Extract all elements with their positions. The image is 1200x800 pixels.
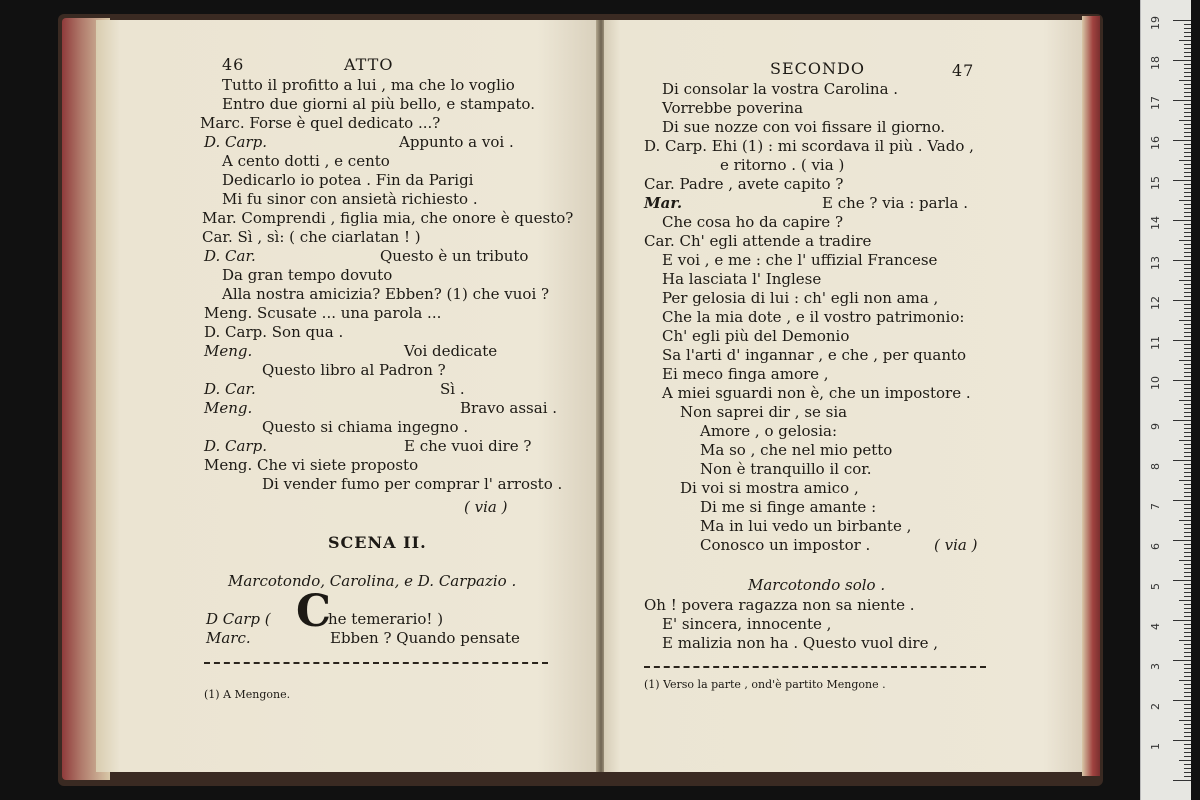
text-line: Vorrebbe poverina bbox=[662, 99, 804, 117]
ruler-tick bbox=[1184, 672, 1191, 673]
ruler-number: 1 bbox=[1149, 743, 1162, 750]
ruler-tick bbox=[1179, 760, 1191, 761]
ruler-number: 18 bbox=[1149, 56, 1162, 70]
text-line: Ma in lui vedo un birbante , bbox=[700, 517, 912, 535]
ruler-tick bbox=[1184, 436, 1191, 437]
text-line: Non è tranquillo il cor. bbox=[700, 460, 872, 478]
text-line: Sa l'arti d' ingannar , e che , per quanto bbox=[662, 346, 967, 364]
ruler-tick bbox=[1184, 176, 1191, 177]
ruler-tick bbox=[1179, 480, 1191, 481]
ruler-tick bbox=[1184, 152, 1191, 153]
ruler-number: 2 bbox=[1149, 703, 1162, 710]
ruler-tick bbox=[1184, 584, 1191, 585]
ruler-tick bbox=[1184, 552, 1191, 553]
text-line: Di sue nozze con voi fissare il giorno. bbox=[662, 118, 945, 136]
text-line: e ritorno . ( via ) bbox=[720, 156, 845, 174]
ruler-tick bbox=[1179, 80, 1191, 81]
ruler-tick bbox=[1184, 184, 1191, 185]
ruler-tick bbox=[1173, 20, 1191, 21]
ruler-tick bbox=[1184, 752, 1191, 753]
ruler-tick bbox=[1184, 128, 1191, 129]
ruler-tick bbox=[1184, 256, 1191, 257]
ruler-tick bbox=[1184, 84, 1191, 85]
ruler-tick bbox=[1184, 512, 1191, 513]
ruler-tick bbox=[1184, 496, 1191, 497]
ruler-tick bbox=[1179, 280, 1191, 281]
speaker: Meng. bbox=[204, 399, 253, 417]
stage-direction: ( via ) bbox=[464, 498, 508, 516]
ruler-tick bbox=[1184, 332, 1191, 333]
ruler-tick bbox=[1184, 508, 1191, 509]
ruler-tick bbox=[1184, 524, 1191, 525]
ruler-number: 10 bbox=[1149, 376, 1162, 390]
ruler-tick bbox=[1184, 716, 1191, 717]
ruler-tick bbox=[1184, 748, 1191, 749]
text-line: Alla nostra amicizia? Ebben? (1) che vuoi ? bbox=[222, 285, 550, 303]
ruler-tick bbox=[1184, 588, 1191, 589]
scene-title: SCENA II. bbox=[328, 533, 427, 552]
ruler-tick bbox=[1179, 640, 1191, 641]
text-line: Mi fu sinor con ansietà richiesto . bbox=[222, 190, 478, 208]
text-line: E' sincera, innocente , bbox=[662, 615, 832, 633]
ruler-tick bbox=[1184, 284, 1191, 285]
ruler-number: 7 bbox=[1149, 503, 1162, 510]
ruler-tick bbox=[1184, 696, 1191, 697]
ruler-tick bbox=[1173, 660, 1191, 661]
ruler-tick bbox=[1184, 56, 1191, 57]
ruler-tick bbox=[1184, 676, 1191, 677]
ruler-tick bbox=[1179, 720, 1191, 721]
ruler-tick bbox=[1179, 160, 1191, 161]
ruler-tick bbox=[1184, 292, 1191, 293]
speaker: D Carp ( bbox=[206, 610, 271, 628]
text-line: E che ? via : parla . bbox=[822, 194, 969, 212]
ruler-tick bbox=[1179, 360, 1191, 361]
ruler-tick bbox=[1184, 216, 1191, 217]
ruler-tick bbox=[1179, 520, 1191, 521]
ruler-tick bbox=[1184, 136, 1191, 137]
text-line: Car. Padre , avete capito ? bbox=[644, 175, 844, 193]
ruler-tick bbox=[1173, 740, 1191, 741]
text-line: Di consolar la vostra Carolina . bbox=[662, 80, 899, 98]
ruler-tick bbox=[1184, 108, 1191, 109]
ruler-tick bbox=[1184, 724, 1191, 725]
ruler-tick bbox=[1184, 344, 1191, 345]
ruler-tick bbox=[1184, 132, 1191, 133]
text-line: Tutto il profitto a lui , ma che lo voglio bbox=[222, 76, 515, 94]
ruler-tick bbox=[1184, 212, 1191, 213]
speaker: Mar. bbox=[644, 194, 683, 212]
ruler-tick bbox=[1184, 688, 1191, 689]
ruler-tick bbox=[1184, 516, 1191, 517]
ruler-tick bbox=[1179, 400, 1191, 401]
ruler-tick bbox=[1184, 364, 1191, 365]
ruler-tick bbox=[1184, 428, 1191, 429]
ruler-tick bbox=[1173, 580, 1191, 581]
ruler-tick bbox=[1184, 408, 1191, 409]
ruler-tick bbox=[1184, 624, 1191, 625]
ruler-tick bbox=[1184, 104, 1191, 105]
ruler-tick bbox=[1184, 704, 1191, 705]
ruler-tick bbox=[1184, 712, 1191, 713]
text-line: Di vender fumo per comprar l' arrosto . bbox=[262, 475, 563, 493]
ruler-tick bbox=[1184, 656, 1191, 657]
ruler-number: 4 bbox=[1149, 623, 1162, 630]
ruler-tick bbox=[1173, 100, 1191, 101]
ruler-number: 12 bbox=[1149, 296, 1162, 310]
text-line: Ebben ? Quando pensate bbox=[330, 629, 520, 647]
ruler-tick bbox=[1173, 60, 1191, 61]
ruler-tick bbox=[1179, 600, 1191, 601]
footnote-rule bbox=[644, 666, 986, 668]
ruler-tick bbox=[1179, 560, 1191, 561]
text-line: Questo si chiama ingegno . bbox=[262, 418, 469, 436]
ruler-tick bbox=[1184, 156, 1191, 157]
ruler-tick bbox=[1184, 368, 1191, 369]
ruler-number: 17 bbox=[1149, 96, 1162, 110]
ruler-tick bbox=[1184, 308, 1191, 309]
ruler-tick bbox=[1184, 352, 1191, 353]
running-header: ATTO bbox=[344, 55, 394, 74]
ruler-tick bbox=[1179, 40, 1191, 41]
footnote: (1) A Mengone. bbox=[204, 688, 291, 701]
measuring-ruler bbox=[1140, 0, 1191, 800]
ruler-tick bbox=[1184, 728, 1191, 729]
text-line: E voi , e me : che l' uffizial Francese bbox=[662, 251, 938, 269]
ruler-tick bbox=[1184, 64, 1191, 65]
ruler-number: 16 bbox=[1149, 136, 1162, 150]
left-page bbox=[96, 20, 598, 772]
book-cover-right bbox=[1082, 16, 1100, 776]
speaker: D. Car. bbox=[204, 380, 256, 398]
text-line: A cento dotti , e cento bbox=[222, 152, 390, 170]
ruler-tick bbox=[1173, 700, 1191, 701]
running-header: SECONDO bbox=[770, 59, 865, 78]
scene-characters: Marcotondo, Carolina, e D. Carpazio . bbox=[228, 572, 517, 590]
page-number: 47 bbox=[952, 61, 975, 80]
text-line: Marc. Forse è quel dedicato ...? bbox=[200, 114, 441, 132]
ruler-tick bbox=[1184, 24, 1191, 25]
ruler-tick bbox=[1184, 92, 1191, 93]
ruler-tick bbox=[1184, 236, 1191, 237]
text-line: Che la mia dote , e il vostro patrimonio: bbox=[662, 308, 965, 326]
ruler-tick bbox=[1184, 432, 1191, 433]
ruler-number: 11 bbox=[1149, 336, 1162, 350]
text-line: D. Carp. Son qua . bbox=[204, 323, 344, 341]
text-line: he temerario! ) bbox=[328, 610, 444, 628]
speaker: Meng. bbox=[204, 342, 253, 360]
ruler-tick bbox=[1184, 544, 1191, 545]
text-line: Mar. Comprendi , figlia mia, che onore è questo? bbox=[202, 209, 574, 227]
ruler-tick bbox=[1184, 604, 1191, 605]
ruler-tick bbox=[1184, 648, 1191, 649]
ruler-tick bbox=[1184, 72, 1191, 73]
ruler-tick bbox=[1184, 388, 1191, 389]
text-line: Sì . bbox=[440, 380, 465, 398]
ruler-tick bbox=[1184, 164, 1191, 165]
speaker: D. Car. bbox=[204, 247, 256, 265]
ruler-number: 6 bbox=[1149, 543, 1162, 550]
text-line: Car. Sì , sì: ( che ciarlatan ! ) bbox=[202, 228, 421, 246]
text-line: Conosco un impostor . bbox=[700, 536, 871, 554]
ruler-tick bbox=[1184, 228, 1191, 229]
ruler-tick bbox=[1184, 636, 1191, 637]
ruler-tick bbox=[1173, 420, 1191, 421]
ruler-number: 14 bbox=[1149, 216, 1162, 230]
ruler-tick bbox=[1184, 172, 1191, 173]
text-line: Car. Ch' egli attende a tradire bbox=[644, 232, 872, 250]
ruler-tick bbox=[1184, 304, 1191, 305]
text-line: Questo libro al Padron ? bbox=[262, 361, 446, 379]
ruler-tick bbox=[1184, 692, 1191, 693]
ruler-tick bbox=[1184, 392, 1191, 393]
ruler-tick bbox=[1184, 452, 1191, 453]
ruler-tick bbox=[1184, 732, 1191, 733]
text-line: Amore , o gelosia: bbox=[700, 422, 838, 440]
ruler-tick bbox=[1184, 592, 1191, 593]
text-line: Dedicarlo io potea . Fin da Parigi bbox=[222, 171, 474, 189]
ruler-tick bbox=[1184, 372, 1191, 373]
ruler-tick bbox=[1184, 528, 1191, 529]
ruler-tick bbox=[1184, 188, 1191, 189]
page-number: 46 bbox=[222, 55, 245, 74]
ruler-tick bbox=[1184, 384, 1191, 385]
ruler-tick bbox=[1184, 396, 1191, 397]
ruler-tick bbox=[1184, 708, 1191, 709]
ruler-tick bbox=[1184, 328, 1191, 329]
ruler-tick bbox=[1184, 744, 1191, 745]
ruler-number: 13 bbox=[1149, 256, 1162, 270]
ruler-tick bbox=[1184, 312, 1191, 313]
ruler-tick bbox=[1179, 320, 1191, 321]
text-line: Oh ! povera ragazza non sa niente . bbox=[644, 596, 915, 614]
ruler-tick bbox=[1184, 112, 1191, 113]
ruler-tick bbox=[1184, 96, 1191, 97]
drop-cap: C bbox=[296, 586, 332, 637]
ruler-tick bbox=[1184, 324, 1191, 325]
ruler-tick bbox=[1184, 404, 1191, 405]
ruler-tick bbox=[1184, 296, 1191, 297]
ruler-tick bbox=[1184, 208, 1191, 209]
ruler-tick bbox=[1184, 556, 1191, 557]
ruler-tick bbox=[1184, 768, 1191, 769]
text-line: Meng. Scusate ... una parola ... bbox=[204, 304, 442, 322]
ruler-tick bbox=[1184, 608, 1191, 609]
ruler-tick bbox=[1184, 764, 1191, 765]
ruler-tick bbox=[1184, 772, 1191, 773]
ruler-tick bbox=[1184, 412, 1191, 413]
ruler-tick bbox=[1184, 576, 1191, 577]
ruler-number: 5 bbox=[1149, 583, 1162, 590]
ruler-tick bbox=[1184, 224, 1191, 225]
scene-heading: Marcotondo solo . bbox=[748, 576, 886, 594]
footnote: (1) Verso la parte , ond'è partito Mengone . bbox=[644, 678, 886, 691]
ruler-tick bbox=[1184, 316, 1191, 317]
ruler-tick bbox=[1184, 48, 1191, 49]
text-line: Ha lasciata l' Inglese bbox=[662, 270, 822, 288]
ruler-tick bbox=[1173, 140, 1191, 141]
ruler-tick bbox=[1184, 492, 1191, 493]
speaker: D. Carp. bbox=[204, 133, 267, 151]
ruler-tick bbox=[1184, 548, 1191, 549]
text-line: A miei sguardi non è, che un impostore . bbox=[662, 384, 971, 402]
ruler-tick bbox=[1173, 220, 1191, 221]
text-line: Appunto a voi . bbox=[399, 133, 514, 151]
stage-direction: ( via ) bbox=[934, 536, 978, 554]
text-line: Ch' egli più del Demonio bbox=[662, 327, 850, 345]
text-line: Che cosa ho da capire ? bbox=[662, 213, 843, 231]
ruler-tick bbox=[1173, 780, 1191, 781]
ruler-number: 8 bbox=[1149, 463, 1162, 470]
ruler-tick bbox=[1184, 488, 1191, 489]
ruler-tick bbox=[1184, 32, 1191, 33]
ruler-tick bbox=[1184, 288, 1191, 289]
speaker: D. Carp. bbox=[204, 437, 267, 455]
text-line: E malizia non ha . Questo vuol dire , bbox=[662, 634, 938, 652]
ruler-tick bbox=[1184, 756, 1191, 757]
ruler-tick bbox=[1173, 300, 1191, 301]
text-line: Non saprei dir , se sia bbox=[680, 403, 848, 421]
ruler-tick bbox=[1184, 276, 1191, 277]
ruler-tick bbox=[1184, 416, 1191, 417]
text-line: Di voi si mostra amico , bbox=[680, 479, 859, 497]
ruler-tick bbox=[1184, 356, 1191, 357]
text-line: Ei meco finga amore , bbox=[662, 365, 829, 383]
ruler-tick bbox=[1184, 148, 1191, 149]
text-line: E che vuoi dire ? bbox=[404, 437, 532, 455]
ruler-tick bbox=[1179, 200, 1191, 201]
ruler-tick bbox=[1184, 68, 1191, 69]
ruler-tick bbox=[1184, 204, 1191, 205]
ruler-tick bbox=[1179, 120, 1191, 121]
ruler-tick bbox=[1184, 36, 1191, 37]
ruler-tick bbox=[1184, 168, 1191, 169]
ruler-tick bbox=[1184, 44, 1191, 45]
ruler-tick bbox=[1184, 28, 1191, 29]
text-line: Per gelosia di lui : ch' egli non ama , bbox=[662, 289, 939, 307]
ruler-tick bbox=[1184, 568, 1191, 569]
text-line: Bravo assai . bbox=[460, 399, 558, 417]
ruler-tick bbox=[1184, 252, 1191, 253]
ruler-tick bbox=[1184, 564, 1191, 565]
ruler-tick bbox=[1184, 116, 1191, 117]
ruler-tick bbox=[1179, 240, 1191, 241]
ruler-tick bbox=[1184, 684, 1191, 685]
speaker: Marc. bbox=[206, 629, 251, 647]
ruler-tick bbox=[1173, 460, 1191, 461]
ruler-tick bbox=[1184, 476, 1191, 477]
ruler-tick bbox=[1173, 260, 1191, 261]
ruler-tick bbox=[1184, 124, 1191, 125]
ruler-tick bbox=[1184, 248, 1191, 249]
ruler-tick bbox=[1179, 680, 1191, 681]
ruler-tick bbox=[1184, 456, 1191, 457]
ruler-tick bbox=[1184, 612, 1191, 613]
ruler-tick bbox=[1173, 180, 1191, 181]
ruler-tick bbox=[1184, 532, 1191, 533]
ruler-tick bbox=[1173, 540, 1191, 541]
ruler-tick bbox=[1184, 348, 1191, 349]
ruler-tick bbox=[1184, 192, 1191, 193]
ruler-tick bbox=[1184, 664, 1191, 665]
ruler-tick bbox=[1184, 468, 1191, 469]
ruler-tick bbox=[1184, 668, 1191, 669]
ruler-number: 15 bbox=[1149, 176, 1162, 190]
ruler-tick bbox=[1184, 448, 1191, 449]
ruler-tick bbox=[1184, 144, 1191, 145]
ruler-tick bbox=[1184, 244, 1191, 245]
ruler-tick bbox=[1173, 620, 1191, 621]
text-line: D. Carp. Ehi (1) : mi scordava il più . Vado , bbox=[644, 137, 974, 155]
text-line: Meng. Che vi siete proposto bbox=[204, 456, 419, 474]
ruler-tick bbox=[1184, 232, 1191, 233]
ruler-tick bbox=[1184, 376, 1191, 377]
ruler-tick bbox=[1184, 472, 1191, 473]
ruler-tick bbox=[1184, 272, 1191, 273]
ruler-tick bbox=[1184, 632, 1191, 633]
ruler-tick bbox=[1179, 440, 1191, 441]
text-line: Questo è un tributo bbox=[380, 247, 529, 265]
ruler-tick bbox=[1173, 340, 1191, 341]
text-line: Di me si finge amante : bbox=[700, 498, 877, 516]
text-line: Ma so , che nel mio petto bbox=[700, 441, 893, 459]
ruler-tick bbox=[1184, 484, 1191, 485]
ruler-tick bbox=[1184, 504, 1191, 505]
ruler-tick bbox=[1184, 264, 1191, 265]
ruler-number: 9 bbox=[1149, 423, 1162, 430]
footnote-rule bbox=[204, 662, 548, 664]
ruler-tick bbox=[1173, 380, 1191, 381]
text-line: Entro due giorni al più bello, e stampato. bbox=[222, 95, 535, 113]
ruler-tick bbox=[1184, 76, 1191, 77]
ruler-tick bbox=[1184, 628, 1191, 629]
ruler-tick bbox=[1184, 52, 1191, 53]
ruler-tick bbox=[1184, 572, 1191, 573]
ruler-tick bbox=[1184, 536, 1191, 537]
ruler-tick bbox=[1184, 644, 1191, 645]
ruler-tick bbox=[1184, 88, 1191, 89]
ruler-tick bbox=[1184, 424, 1191, 425]
ruler-tick bbox=[1184, 736, 1191, 737]
ruler-tick bbox=[1184, 652, 1191, 653]
right-page bbox=[604, 20, 1082, 772]
ruler-tick bbox=[1184, 616, 1191, 617]
ruler-tick bbox=[1184, 336, 1191, 337]
text-line: Da gran tempo dovuto bbox=[222, 266, 393, 284]
ruler-tick bbox=[1184, 196, 1191, 197]
ruler-tick bbox=[1184, 444, 1191, 445]
text-line: Voi dedicate bbox=[404, 342, 498, 360]
ruler-tick bbox=[1184, 268, 1191, 269]
ruler-tick bbox=[1184, 776, 1191, 777]
ruler-tick bbox=[1184, 464, 1191, 465]
ruler-tick bbox=[1173, 500, 1191, 501]
ruler-number: 3 bbox=[1149, 663, 1162, 670]
ruler-tick bbox=[1184, 596, 1191, 597]
ruler-number: 19 bbox=[1149, 16, 1162, 30]
